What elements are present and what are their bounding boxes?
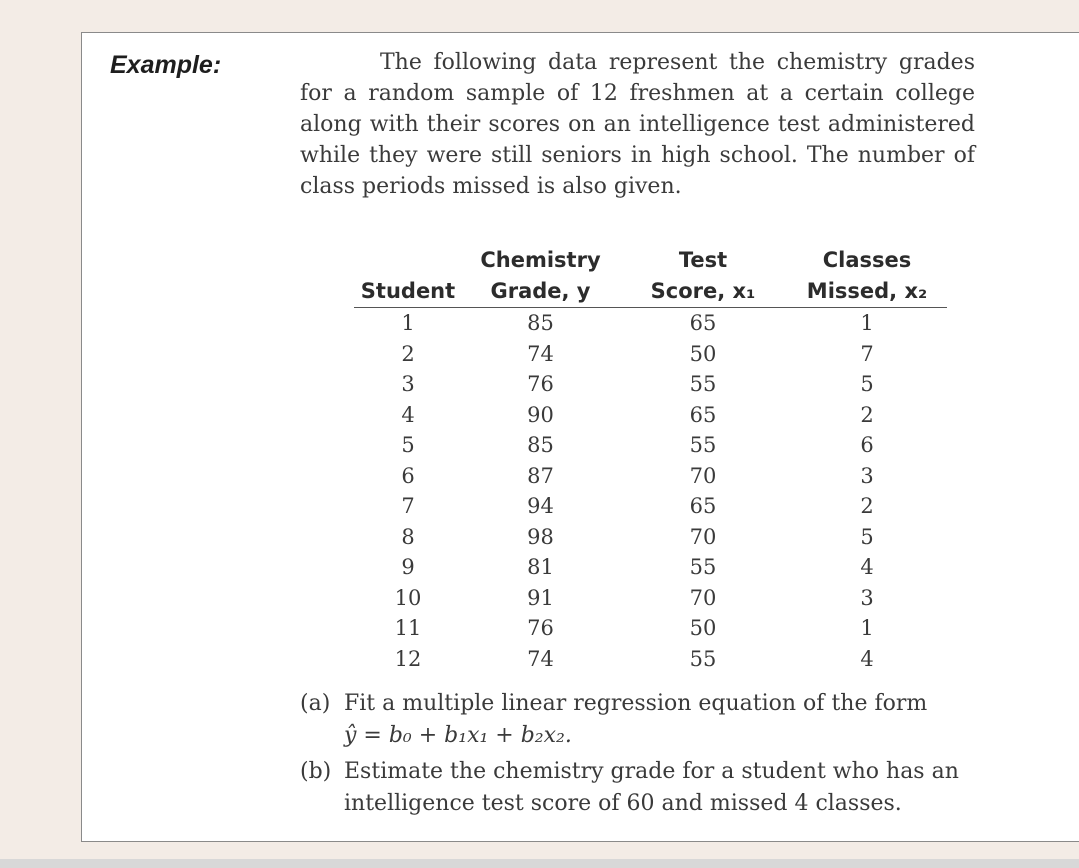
cell-score: 65 [689, 494, 717, 518]
header-missed: Missed, x₂ [787, 276, 947, 308]
cell-score: 70 [689, 585, 717, 610]
cell-missed: 4 [860, 646, 874, 671]
cell-missed: 2 [860, 494, 874, 518]
cell-score: 70 [689, 463, 717, 488]
cell-grade: 91 [527, 585, 554, 610]
cell-missed: 1 [860, 616, 874, 640]
data-table [354, 245, 947, 674]
cell-score: 65 [689, 402, 717, 427]
table-row [354, 644, 947, 675]
cell-missed: 3 [860, 463, 874, 488]
cell-missed: 6 [860, 433, 874, 457]
table-row [354, 308, 947, 339]
bottom-divider [0, 859, 1079, 868]
cell-student: 11 [394, 616, 422, 640]
cell-missed: 5 [860, 372, 874, 396]
table-row [354, 339, 947, 370]
cell-grade: 85 [527, 311, 554, 335]
table-row [354, 461, 947, 492]
cell-missed: 3 [860, 585, 874, 610]
example-card [81, 32, 1079, 842]
table-row [354, 522, 947, 553]
cell-student: 4 [401, 402, 415, 427]
header-score: Score, x₁ [619, 276, 787, 308]
cell-grade: 76 [527, 616, 554, 640]
cell-grade: 85 [527, 433, 554, 457]
table-row [354, 430, 947, 461]
header-grade: Grade, y [462, 276, 619, 308]
cell-grade: 74 [527, 646, 554, 671]
part-b-tag: (b) [300, 759, 332, 784]
cell-student: 7 [401, 494, 415, 518]
cell-missed: 7 [860, 341, 874, 366]
cell-score: 70 [689, 524, 717, 549]
cell-student: 12 [394, 646, 422, 671]
cell-student: 10 [394, 585, 422, 610]
part-a-tag: (a) [300, 691, 331, 716]
table-row [354, 369, 947, 400]
table-header-top [354, 245, 947, 276]
table-row [354, 583, 947, 614]
header-top-grade: Chemistry [480, 248, 601, 272]
cell-score: 55 [689, 372, 717, 396]
part-a [300, 688, 990, 752]
table-body [354, 308, 947, 675]
cell-score: 55 [689, 555, 717, 579]
cell-student: 3 [401, 372, 415, 396]
cell-score: 50 [689, 341, 717, 366]
cell-score: 50 [689, 616, 717, 640]
header-top-missed: Classes [822, 248, 912, 272]
cell-score: 55 [689, 433, 717, 457]
cell-missed: 4 [860, 555, 874, 579]
header-top-student [354, 245, 462, 276]
table-header-bottom [354, 276, 947, 308]
cell-grade: 74 [527, 341, 554, 366]
cell-score: 65 [689, 311, 717, 335]
intro-paragraph: The following data represent the chemistry grades for a random sample of 12 freshmen at a certain college along with their scores on an intelligence test administered while they were still seniors in high school. The number of class periods missed is also given. [300, 50, 975, 199]
table-row [354, 400, 947, 431]
cell-grade: 76 [527, 372, 554, 396]
cell-student: 6 [401, 463, 415, 488]
cell-grade: 98 [527, 524, 554, 549]
cell-missed: 1 [860, 311, 874, 335]
cell-score: 55 [689, 646, 717, 671]
cell-grade: 81 [527, 555, 554, 579]
part-b-text: Estimate the chemistry grade for a student who has an intelligence test score of 60 and missed 4 classes. [344, 759, 959, 816]
cell-grade: 94 [527, 494, 554, 518]
cell-missed: 5 [860, 524, 874, 549]
part-a-equation: ŷ = b₀ + b₁x₁ + b₂x₂. [344, 723, 572, 748]
table-row [354, 552, 947, 583]
header-top-score: Test [678, 248, 728, 272]
cell-grade: 87 [527, 463, 554, 488]
table-row [354, 491, 947, 522]
cell-student: 8 [401, 524, 415, 549]
cell-student: 2 [401, 341, 415, 366]
part-a-text: Fit a multiple linear regression equation of the form [344, 691, 928, 716]
cell-student: 5 [401, 433, 415, 457]
example-label: Example: [110, 51, 222, 79]
table-row [354, 613, 947, 644]
part-b [300, 756, 990, 820]
cell-student: 1 [401, 311, 415, 335]
cell-student: 9 [401, 555, 415, 579]
question-parts [300, 688, 990, 824]
header-student: Student [354, 276, 462, 308]
cell-grade: 90 [527, 402, 554, 427]
cell-missed: 2 [860, 402, 874, 427]
